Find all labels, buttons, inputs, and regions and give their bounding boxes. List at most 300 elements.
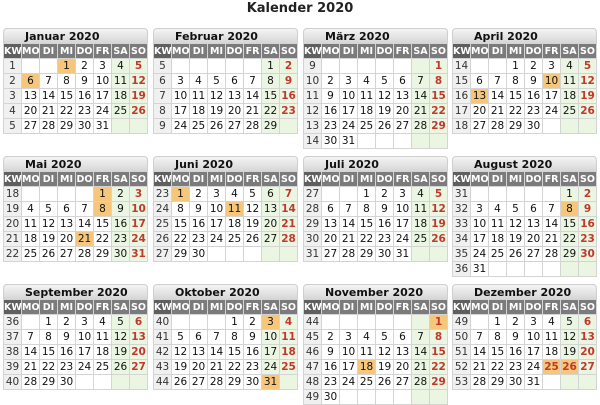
day-cell[interactable]: 8	[489, 330, 507, 345]
day-cell[interactable]: 25	[281, 361, 296, 373]
day-cell[interactable]: 27	[22, 119, 40, 134]
day-cell[interactable]: 8	[226, 330, 244, 345]
day-cell[interactable]: 24	[340, 375, 358, 390]
day-cell[interactable]: 26	[376, 119, 394, 134]
day-cell[interactable]: 21	[281, 218, 296, 230]
day-cell[interactable]: 13	[22, 89, 40, 104]
day-cell[interactable]: 11	[190, 89, 208, 104]
day-cell[interactable]: 20	[190, 360, 208, 375]
day-cell[interactable]: 28	[471, 375, 489, 390]
day-cell[interactable]: 5	[507, 202, 525, 217]
day-cell[interactable]: 9	[280, 74, 298, 89]
day-cell[interactable]: 26	[507, 247, 525, 262]
day-cell[interactable]: 19	[507, 232, 525, 247]
day-cell[interactable]: 4	[358, 330, 376, 345]
day-cell[interactable]: 16	[580, 218, 595, 230]
day-cell[interactable]: 19	[561, 345, 579, 360]
day-cell[interactable]: 3	[543, 59, 561, 74]
day-cell[interactable]: 27	[322, 247, 340, 262]
day-cell[interactable]: 28	[340, 247, 358, 262]
day-cell[interactable]: 13	[394, 89, 412, 104]
day-cell[interactable]: 13	[190, 345, 208, 360]
day-cell[interactable]: 16	[525, 89, 543, 104]
day-cell[interactable]: 22	[489, 360, 507, 375]
day-cell[interactable]: 1	[172, 187, 190, 202]
day-cell[interactable]: 5	[579, 59, 597, 74]
day-cell[interactable]: 28	[281, 233, 296, 245]
day-cell[interactable]: 4	[94, 315, 112, 330]
day-cell[interactable]: 1	[358, 187, 376, 202]
day-cell[interactable]: 14	[340, 217, 358, 232]
day-cell[interactable]: 27	[262, 232, 280, 247]
day-cell[interactable]: 31	[94, 119, 112, 134]
day-cell[interactable]: 11	[22, 217, 40, 232]
day-cell[interactable]: 26	[40, 247, 58, 262]
day-cell[interactable]: 17	[340, 360, 358, 375]
day-cell[interactable]: 22	[172, 232, 190, 247]
day-cell[interactable]: 10	[394, 202, 412, 217]
day-cell[interactable]: 18	[412, 217, 430, 232]
day-cell[interactable]: 17	[262, 345, 280, 360]
day-cell[interactable]: 17	[208, 217, 226, 232]
day-cell[interactable]: 23	[190, 232, 208, 247]
day-cell[interactable]: 17	[543, 89, 561, 104]
day-cell[interactable]: 7	[280, 187, 298, 202]
day-cell[interactable]: 25	[358, 375, 376, 390]
day-cell[interactable]: 16	[76, 89, 94, 104]
day-cell[interactable]: 30	[580, 248, 595, 260]
day-cell[interactable]: 20	[22, 104, 40, 119]
day-cell[interactable]: 29	[226, 375, 244, 390]
day-cell[interactable]: 6	[579, 315, 597, 330]
day-cell[interactable]: 1	[262, 59, 280, 74]
day-cell[interactable]: 25	[112, 104, 130, 119]
day-cell[interactable]: 2	[244, 315, 262, 330]
day-cell[interactable]: 31	[262, 375, 280, 390]
day-cell[interactable]: 3	[471, 202, 489, 217]
day-cell[interactable]: 6	[394, 74, 412, 89]
day-cell[interactable]: 8	[430, 74, 448, 89]
day-cell[interactable]: 18	[358, 360, 376, 375]
day-cell[interactable]: 29	[507, 119, 525, 134]
day-cell[interactable]: 6	[471, 74, 489, 89]
day-cell[interactable]: 9	[579, 202, 597, 217]
day-cell[interactable]: 21	[76, 232, 94, 247]
day-cell[interactable]: 19	[208, 104, 226, 119]
day-cell[interactable]: 20	[525, 232, 543, 247]
day-cell[interactable]: 21	[340, 232, 358, 247]
day-cell[interactable]: 27	[580, 361, 595, 373]
day-cell[interactable]: 14	[208, 345, 226, 360]
day-cell[interactable]: 22	[431, 105, 446, 117]
day-cell[interactable]: 25	[489, 247, 507, 262]
day-cell[interactable]: 6	[262, 187, 280, 202]
day-cell[interactable]: 1	[40, 315, 58, 330]
day-cell[interactable]: 7	[412, 74, 430, 89]
day-cell[interactable]: 13	[322, 217, 340, 232]
day-cell[interactable]: 24	[208, 232, 226, 247]
day-cell[interactable]: 4	[543, 315, 561, 330]
day-cell[interactable]: 6	[226, 74, 244, 89]
day-cell[interactable]: 29	[431, 376, 446, 388]
day-cell[interactable]: 5	[172, 330, 190, 345]
day-cell[interactable]: 6	[525, 202, 543, 217]
day-cell[interactable]: 14	[412, 89, 430, 104]
day-cell[interactable]: 28	[208, 375, 226, 390]
day-cell[interactable]: 8	[430, 330, 448, 345]
day-cell[interactable]: 4	[112, 59, 130, 74]
day-cell[interactable]: 16	[322, 104, 340, 119]
day-cell[interactable]: 30	[244, 375, 262, 390]
day-cell[interactable]: 16	[322, 360, 340, 375]
day-cell[interactable]: 22	[431, 361, 446, 373]
day-cell[interactable]: 19	[131, 90, 146, 102]
day-cell[interactable]: 2	[112, 187, 130, 202]
day-cell[interactable]: 18	[489, 232, 507, 247]
day-cell[interactable]: 4	[412, 187, 430, 202]
day-cell[interactable]: 21	[208, 360, 226, 375]
day-cell[interactable]: 29	[40, 375, 58, 390]
day-cell[interactable]: 8	[172, 202, 190, 217]
day-cell[interactable]: 13	[580, 331, 595, 343]
day-cell[interactable]: 21	[412, 104, 430, 119]
day-cell[interactable]: 3	[340, 74, 358, 89]
day-cell[interactable]: 24	[76, 360, 94, 375]
day-cell[interactable]: 7	[76, 202, 94, 217]
day-cell[interactable]: 1	[58, 59, 76, 74]
day-cell[interactable]: 3	[340, 330, 358, 345]
day-cell[interactable]: 18	[94, 345, 112, 360]
day-cell[interactable]: 7	[471, 330, 489, 345]
day-cell[interactable]: 15	[94, 217, 112, 232]
day-cell[interactable]: 5	[376, 74, 394, 89]
day-cell[interactable]: 27	[131, 361, 146, 373]
day-cell[interactable]: 20	[131, 346, 146, 358]
day-cell[interactable]: 2	[280, 59, 298, 74]
day-cell[interactable]: 20	[322, 232, 340, 247]
day-cell[interactable]: 21	[22, 360, 40, 375]
day-cell[interactable]: 8	[507, 74, 525, 89]
day-cell[interactable]: 13	[525, 217, 543, 232]
day-cell[interactable]: 22	[358, 232, 376, 247]
day-cell[interactable]: 26	[431, 233, 446, 245]
day-cell[interactable]: 12	[431, 203, 446, 215]
day-cell[interactable]: 13	[262, 202, 280, 217]
day-cell[interactable]: 25	[412, 232, 430, 247]
day-cell[interactable]: 25	[561, 104, 579, 119]
day-cell[interactable]: 9	[322, 345, 340, 360]
day-cell[interactable]: 15	[507, 89, 525, 104]
day-cell[interactable]: 9	[525, 74, 543, 89]
day-cell[interactable]: 29	[172, 247, 190, 262]
day-cell[interactable]: 28	[412, 119, 430, 134]
day-cell[interactable]: 23	[376, 232, 394, 247]
day-cell[interactable]: 21	[244, 104, 262, 119]
day-cell[interactable]: 11	[358, 89, 376, 104]
day-cell[interactable]: 13	[226, 89, 244, 104]
day-cell[interactable]: 10	[525, 330, 543, 345]
day-cell[interactable]: 11	[489, 217, 507, 232]
day-cell[interactable]: 13	[131, 331, 146, 343]
day-cell[interactable]: 31	[525, 375, 543, 390]
day-cell[interactable]: 18	[561, 89, 579, 104]
day-cell[interactable]: 21	[412, 360, 430, 375]
day-cell[interactable]: 7	[543, 202, 561, 217]
day-cell[interactable]: 3	[394, 187, 412, 202]
day-cell[interactable]: 10	[94, 74, 112, 89]
day-cell[interactable]: 22	[94, 232, 112, 247]
day-cell[interactable]: 6	[190, 330, 208, 345]
day-cell[interactable]: 18	[112, 89, 130, 104]
day-cell[interactable]: 24	[394, 232, 412, 247]
day-cell[interactable]: 27	[190, 375, 208, 390]
day-cell[interactable]: 11	[112, 74, 130, 89]
day-cell[interactable]: 12	[112, 330, 130, 345]
day-cell[interactable]: 20	[58, 232, 76, 247]
day-cell[interactable]: 4	[22, 202, 40, 217]
day-cell[interactable]: 20	[394, 104, 412, 119]
day-cell[interactable]: 12	[376, 89, 394, 104]
day-cell[interactable]: 24	[525, 360, 543, 375]
day-cell[interactable]: 18	[543, 345, 561, 360]
day-cell[interactable]: 11	[358, 345, 376, 360]
day-cell[interactable]: 2	[322, 330, 340, 345]
day-cell[interactable]: 7	[22, 330, 40, 345]
day-cell[interactable]: 19	[244, 217, 262, 232]
day-cell[interactable]: 2	[76, 59, 94, 74]
day-cell[interactable]: 12	[507, 217, 525, 232]
day-cell[interactable]: 28	[244, 119, 262, 134]
day-cell[interactable]: 10	[340, 345, 358, 360]
day-cell[interactable]: 15	[561, 217, 579, 232]
day-cell[interactable]: 13	[394, 345, 412, 360]
day-cell[interactable]: 2	[507, 315, 525, 330]
day-cell[interactable]: 16	[112, 217, 130, 232]
day-cell[interactable]: 19	[431, 218, 446, 230]
day-cell[interactable]: 30	[525, 119, 543, 134]
day-cell[interactable]: 11	[412, 202, 430, 217]
day-cell[interactable]: 31	[394, 247, 412, 262]
day-cell[interactable]: 24	[543, 104, 561, 119]
day-cell[interactable]: 28	[76, 247, 94, 262]
day-cell[interactable]: 31	[131, 248, 146, 260]
day-cell[interactable]: 10	[340, 89, 358, 104]
day-cell[interactable]: 17	[94, 89, 112, 104]
day-cell[interactable]: 23	[112, 232, 130, 247]
day-cell[interactable]: 22	[262, 104, 280, 119]
day-cell[interactable]: 16	[507, 345, 525, 360]
day-cell[interactable]: 22	[40, 360, 58, 375]
day-cell[interactable]: 20	[580, 346, 595, 358]
day-cell[interactable]: 5	[244, 187, 262, 202]
day-cell[interactable]: 11	[561, 74, 579, 89]
day-cell[interactable]: 9	[76, 74, 94, 89]
day-cell[interactable]: 1	[226, 315, 244, 330]
day-cell[interactable]: 15	[431, 346, 446, 358]
day-cell[interactable]: 27	[58, 247, 76, 262]
day-cell[interactable]: 15	[431, 90, 446, 102]
day-cell[interactable]: 5	[40, 202, 58, 217]
day-cell[interactable]: 8	[262, 74, 280, 89]
day-cell[interactable]: 30	[58, 375, 76, 390]
day-cell[interactable]: 2	[58, 315, 76, 330]
day-cell[interactable]: 8	[40, 330, 58, 345]
day-cell[interactable]: 3	[208, 187, 226, 202]
day-cell[interactable]: 21	[543, 232, 561, 247]
day-cell[interactable]: 25	[544, 361, 559, 373]
day-cell[interactable]: 2	[525, 59, 543, 74]
day-cell[interactable]: 11	[543, 330, 561, 345]
day-cell[interactable]: 26	[112, 360, 130, 375]
day-cell[interactable]: 31	[340, 134, 358, 149]
day-cell[interactable]: 16	[376, 217, 394, 232]
day-cell[interactable]: 15	[489, 345, 507, 360]
day-cell[interactable]: 13	[471, 89, 489, 104]
day-cell[interactable]: 12	[131, 75, 146, 87]
day-cell[interactable]: 5	[208, 74, 226, 89]
day-cell[interactable]: 15	[358, 217, 376, 232]
day-cell[interactable]: 14	[76, 217, 94, 232]
day-cell[interactable]: 10	[262, 330, 280, 345]
day-cell[interactable]: 19	[376, 104, 394, 119]
day-cell[interactable]: 7	[208, 330, 226, 345]
day-cell[interactable]: 1	[489, 315, 507, 330]
day-cell[interactable]: 7	[489, 74, 507, 89]
day-cell[interactable]: 17	[471, 232, 489, 247]
day-cell[interactable]: 22	[561, 232, 579, 247]
day-cell[interactable]: 1	[507, 59, 525, 74]
day-cell[interactable]: 9	[58, 330, 76, 345]
day-cell[interactable]: 25	[94, 360, 112, 375]
day-cell[interactable]: 26	[580, 105, 595, 117]
day-cell[interactable]: 22	[226, 360, 244, 375]
day-cell[interactable]: 20	[394, 360, 412, 375]
day-cell[interactable]: 14	[40, 89, 58, 104]
day-cell[interactable]: 9	[112, 202, 130, 217]
day-cell[interactable]: 16	[58, 345, 76, 360]
day-cell[interactable]: 2	[579, 187, 597, 202]
day-cell[interactable]: 25	[22, 247, 40, 262]
day-cell[interactable]: 17	[131, 218, 146, 230]
day-cell[interactable]: 24	[340, 119, 358, 134]
day-cell[interactable]: 12	[244, 202, 262, 217]
day-cell[interactable]: 4	[561, 59, 579, 74]
day-cell[interactable]: 25	[190, 119, 208, 134]
day-cell[interactable]: 29	[262, 119, 280, 134]
day-cell[interactable]: 18	[281, 346, 296, 358]
day-cell[interactable]: 18	[190, 104, 208, 119]
day-cell[interactable]: 21	[40, 104, 58, 119]
day-cell[interactable]: 27	[471, 119, 489, 134]
day-cell[interactable]: 14	[471, 345, 489, 360]
day-cell[interactable]: 22	[58, 104, 76, 119]
day-cell[interactable]: 1	[561, 187, 579, 202]
day-cell[interactable]: 9	[190, 202, 208, 217]
day-cell[interactable]: 12	[580, 75, 595, 87]
day-cell[interactable]: 18	[358, 104, 376, 119]
day-cell[interactable]: 8	[561, 202, 579, 217]
day-cell[interactable]: 22	[507, 104, 525, 119]
day-cell[interactable]: 24	[172, 119, 190, 134]
day-cell[interactable]: 19	[580, 90, 595, 102]
day-cell[interactable]: 16	[190, 217, 208, 232]
day-cell[interactable]: 17	[525, 345, 543, 360]
day-cell[interactable]: 30	[322, 134, 340, 149]
day-cell[interactable]: 17	[76, 345, 94, 360]
day-cell[interactable]: 16	[281, 90, 296, 102]
day-cell[interactable]: 17	[340, 104, 358, 119]
day-cell[interactable]: 9	[376, 202, 394, 217]
day-cell[interactable]: 17	[394, 217, 412, 232]
day-cell[interactable]: 14	[22, 345, 40, 360]
day-cell[interactable]: 26	[244, 232, 262, 247]
day-cell[interactable]: 23	[322, 375, 340, 390]
day-cell[interactable]: 19	[40, 232, 58, 247]
day-cell[interactable]: 14	[543, 217, 561, 232]
day-cell[interactable]: 15	[172, 217, 190, 232]
day-cell[interactable]: 4	[489, 202, 507, 217]
day-cell[interactable]: 10	[471, 217, 489, 232]
day-cell[interactable]: 3	[172, 74, 190, 89]
day-cell[interactable]: 19	[172, 360, 190, 375]
day-cell[interactable]: 3	[262, 315, 280, 330]
day-cell[interactable]: 28	[489, 119, 507, 134]
day-cell[interactable]: 28	[22, 375, 40, 390]
day-cell[interactable]: 23	[244, 360, 262, 375]
day-cell[interactable]: 16	[244, 345, 262, 360]
day-cell[interactable]: 8	[358, 202, 376, 217]
day-cell[interactable]: 29	[561, 247, 579, 262]
day-cell[interactable]: 24	[131, 233, 146, 245]
day-cell[interactable]: 5	[130, 59, 148, 74]
day-cell[interactable]: 14	[489, 89, 507, 104]
day-cell[interactable]: 6	[394, 330, 412, 345]
day-cell[interactable]: 27	[394, 119, 412, 134]
day-cell[interactable]: 20	[471, 104, 489, 119]
day-cell[interactable]: 9	[507, 330, 525, 345]
day-cell[interactable]: 23	[525, 104, 543, 119]
day-cell[interactable]: 12	[172, 345, 190, 360]
day-cell[interactable]: 8	[94, 202, 112, 217]
day-cell[interactable]: 23	[76, 104, 94, 119]
day-cell[interactable]: 3	[130, 187, 148, 202]
day-cell[interactable]: 5	[376, 330, 394, 345]
day-cell[interactable]: 17	[172, 104, 190, 119]
day-cell[interactable]: 28	[40, 119, 58, 134]
day-cell[interactable]: 1	[94, 187, 112, 202]
day-cell[interactable]: 19	[376, 360, 394, 375]
day-cell[interactable]: 12	[561, 330, 579, 345]
day-cell[interactable]: 29	[431, 120, 446, 132]
day-cell[interactable]: 10	[543, 74, 561, 89]
day-cell[interactable]: 9	[244, 330, 262, 345]
day-cell[interactable]: 5	[112, 315, 130, 330]
day-cell[interactable]: 18	[22, 232, 40, 247]
day-cell[interactable]: 3	[94, 59, 112, 74]
day-cell[interactable]: 10	[172, 89, 190, 104]
day-cell[interactable]: 26	[376, 375, 394, 390]
day-cell[interactable]: 30	[190, 247, 208, 262]
day-cell[interactable]: 4	[190, 74, 208, 89]
day-cell[interactable]: 21	[489, 104, 507, 119]
day-cell[interactable]: 2	[376, 187, 394, 202]
day-cell[interactable]: 9	[322, 89, 340, 104]
day-cell[interactable]: 5	[430, 187, 448, 202]
day-cell[interactable]: 26	[208, 119, 226, 134]
day-cell[interactable]: 21	[471, 360, 489, 375]
day-cell[interactable]: 24	[94, 104, 112, 119]
day-cell[interactable]: 4	[226, 187, 244, 202]
